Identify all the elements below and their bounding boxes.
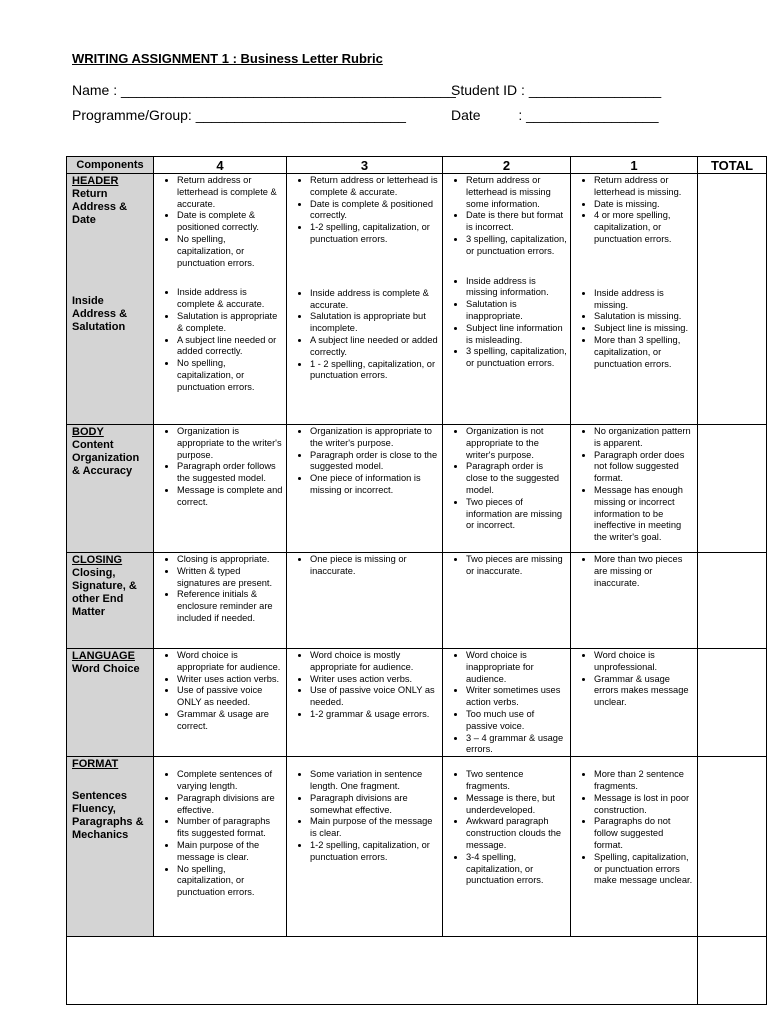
closing-score-1-cell xyxy=(571,553,698,649)
format-score-2-cell xyxy=(443,757,571,937)
header-row xyxy=(67,157,767,174)
header-sub-inside: Inside Address & Salutation xyxy=(72,295,128,333)
criterion-item: • Grammar & usage are correct. xyxy=(177,709,283,733)
criterion-item: • Paragraph divisions are effective. xyxy=(177,793,283,817)
criterion-item: • Message is complete and correct. xyxy=(177,485,283,509)
criterion-item: • 3-4 spelling, capitalization, or punctuation errors. xyxy=(466,852,567,887)
language-score-1-cell xyxy=(571,649,698,757)
language-component-cell xyxy=(67,649,154,757)
criterion-item: • No spelling, capitalization, or punctuation errors. xyxy=(177,234,283,269)
format-total-cell[interactable] xyxy=(698,757,767,937)
format-3-list xyxy=(287,769,442,863)
criterion-item: • Subject line is missing. xyxy=(594,323,694,335)
language-score-4-cell xyxy=(154,649,287,757)
format-sub: Sentences Fluency, Paragraphs & Mechanics xyxy=(72,790,144,842)
language-sub: Word Choice xyxy=(72,663,140,675)
criterion-item: • Writer uses action verbs. xyxy=(177,674,283,686)
criterion-item: • 1-2 grammar & usage errors. xyxy=(310,709,439,721)
closing-1-list xyxy=(571,553,697,589)
format-score-3-cell xyxy=(287,757,443,937)
criterion-item: • Some variation in sentence length. One fragment. xyxy=(310,769,439,793)
header-score-2-cell xyxy=(443,174,571,425)
body-score-3-cell xyxy=(287,425,443,553)
body-4-list xyxy=(154,425,286,509)
header-b-4-list xyxy=(154,287,286,393)
criterion-item: • 3 spelling, capitalization, or punctuation errors. xyxy=(466,346,567,370)
language-1-list xyxy=(571,649,697,709)
header-score-4-cell xyxy=(154,174,287,425)
criterion-item: • Paragraph order follows the suggested model. xyxy=(177,461,283,485)
criterion-item: • 4 or more spelling, capitalization, or punctuation errors. xyxy=(594,210,694,245)
criterion-item: • Message has enough missing or incorrect information to be ineffective in meeting the writer's goal. xyxy=(594,485,694,544)
criterion-item: • Salutation is inappropriate. xyxy=(466,299,567,323)
criterion-item: • Paragraph order does not follow suggested format. xyxy=(594,450,694,485)
criterion-item: • Reference initials & enclosure reminder are included if needed. xyxy=(177,589,283,624)
criterion-item: • No organization pattern is apparent. xyxy=(594,426,694,450)
criterion-item: • 1 - 2 spelling, capitalization, or punctuation errors. xyxy=(310,359,439,383)
language-score-2-cell xyxy=(443,649,571,757)
criterion-item: • Word choice is appropriate for audience. xyxy=(177,650,283,674)
criterion-item: • More than two pieces are missing or inaccurate. xyxy=(594,554,694,589)
header-section-row xyxy=(67,174,767,425)
criterion-item: • Writer sometimes uses action verbs. xyxy=(466,685,567,709)
header-section-title: HEADER xyxy=(72,175,119,187)
grand-total-row xyxy=(67,937,767,1005)
criterion-item: • Date is missing. xyxy=(594,199,694,211)
criterion-item: • Salutation is appropriate & complete. xyxy=(177,311,283,335)
criterion-item: • Grammar & usage errors makes message unclear. xyxy=(594,674,694,709)
criterion-item: • Inside address is missing information. xyxy=(466,276,567,300)
score-4-header: 4 xyxy=(154,157,287,174)
criterion-item: • Word choice is inappropriate for audience. xyxy=(466,650,567,685)
grand-total-cell[interactable] xyxy=(698,937,767,1005)
criterion-item: • One piece of information is missing or incorrect. xyxy=(310,473,439,497)
criterion-item: • Awkward paragraph construction clouds the message. xyxy=(466,816,567,851)
criterion-item: • Paragraph divisions are somewhat effective. xyxy=(310,793,439,817)
header-a-1-list xyxy=(571,174,697,246)
language-score-3-cell xyxy=(287,649,443,757)
body-2-list xyxy=(443,425,570,532)
criterion-item: • Paragraph order is close to the suggested model. xyxy=(466,461,567,496)
closing-sub: Closing, Signature, & other End Matter xyxy=(72,567,137,618)
language-3-list xyxy=(287,649,442,721)
body-score-4-cell xyxy=(154,425,287,553)
criterion-item: • Two pieces of information are missing or incorrect. xyxy=(466,497,567,532)
criterion-item: • Use of passive voice ONLY as needed. xyxy=(177,685,283,709)
closing-score-2-cell xyxy=(443,553,571,649)
criterion-item: • Written & typed signatures are present. xyxy=(177,566,283,590)
format-2-list xyxy=(443,769,570,887)
criterion-item: • One piece is missing or inaccurate. xyxy=(310,554,439,578)
grand-total-blank-cell xyxy=(67,937,698,1005)
language-total-cell[interactable] xyxy=(698,649,767,757)
programme-field-row xyxy=(72,107,406,123)
body-3-list xyxy=(287,425,442,497)
criterion-item: • Main purpose of the message is clear. xyxy=(177,840,283,864)
format-section-title: FORMAT xyxy=(72,758,119,771)
criterion-item: • Closing is appropriate. xyxy=(177,554,283,566)
header-a-2-list xyxy=(443,174,570,258)
format-4-list xyxy=(154,769,286,899)
criterion-item: • Return address or letterhead is complete & accurate. xyxy=(177,175,283,210)
format-component-cell xyxy=(67,757,154,937)
body-score-1-cell xyxy=(571,425,698,553)
format-section-row xyxy=(67,757,767,937)
criterion-item: • Paragraphs do not follow suggested format. xyxy=(594,816,694,851)
criterion-item: • Writer uses action verbs. xyxy=(310,674,439,686)
criterion-item: • No spelling, capitalization, or punctuation errors. xyxy=(177,358,283,393)
criterion-item: • Return address or letterhead is missing. xyxy=(594,175,694,199)
body-component-cell xyxy=(67,425,154,553)
criterion-item: • Date is complete & positioned correctly. xyxy=(310,199,439,223)
body-section-title: BODY xyxy=(72,426,104,438)
total-header: TOTAL xyxy=(698,157,767,174)
header-b-1-list xyxy=(571,288,697,371)
criterion-item: • Main purpose of the message is clear. xyxy=(310,816,439,840)
criterion-item: • Return address or letterhead is complete & accurate. xyxy=(310,175,439,199)
closing-section-row xyxy=(67,553,767,649)
body-1-list xyxy=(571,425,697,544)
criterion-item: • More than 2 sentence fragments. xyxy=(594,769,694,793)
criterion-item: • Organization is appropriate to the writer's purpose. xyxy=(177,426,283,461)
name-label: Name : xyxy=(72,82,118,98)
criterion-item: • Message is lost in poor construction. xyxy=(594,793,694,817)
closing-2-list xyxy=(443,553,570,578)
criterion-item: • Spelling, capitalization, or punctuation errors make message unclear. xyxy=(594,852,694,887)
name-field-row xyxy=(72,82,456,98)
score-3-header: 3 xyxy=(287,157,443,174)
criterion-item: • 1-2 spelling, capitalization, or punctuation errors. xyxy=(310,840,439,864)
document-title: WRITING ASSIGNMENT 1 : Business Letter Rubric xyxy=(72,51,383,66)
header-total-cell[interactable] xyxy=(698,174,767,425)
criterion-item: • Message is there, but underdeveloped. xyxy=(466,793,567,817)
criterion-item: • 3 – 4 grammar & usage errors. xyxy=(466,733,567,757)
criterion-item: • Complete sentences of varying length. xyxy=(177,769,283,793)
header-component-cell xyxy=(67,174,154,425)
programme-label: Programme/Group: xyxy=(72,107,192,123)
criterion-item: • Date is there but format is incorrect. xyxy=(466,210,567,234)
header-sub-return: Return Address & Date xyxy=(72,188,128,226)
name-line: ___________________________________________ xyxy=(121,82,456,98)
criterion-item: • Subject line information is misleading. xyxy=(466,323,567,347)
criterion-item: • Word choice is unprofessional. xyxy=(594,650,694,674)
closing-total-cell[interactable] xyxy=(698,553,767,649)
criterion-item: • Two pieces are missing or inaccurate. xyxy=(466,554,567,578)
format-score-1-cell xyxy=(571,757,698,937)
header-a-4-list xyxy=(154,174,286,269)
rubric-table xyxy=(66,156,767,1005)
date-line: : _________________ xyxy=(518,107,659,123)
criterion-item: • Inside address is complete & accurate. xyxy=(310,288,439,312)
criterion-item: • Salutation is missing. xyxy=(594,311,694,323)
criterion-item: • A subject line needed or added correctly. xyxy=(177,335,283,359)
student-id-label: Student ID : xyxy=(451,82,525,98)
language-4-list xyxy=(154,649,286,733)
criterion-item: • Inside address is missing. xyxy=(594,288,694,312)
header-b-2-list xyxy=(443,276,570,370)
language-section-row xyxy=(67,649,767,757)
closing-section-title: CLOSING xyxy=(72,554,123,566)
criterion-item: • Number of paragraphs fits suggested format. xyxy=(177,816,283,840)
criterion-item: • Inside address is complete & accurate. xyxy=(177,287,283,311)
components-header: Components xyxy=(67,157,154,174)
format-1-list xyxy=(571,769,697,887)
closing-3-list xyxy=(287,553,442,578)
score-2-header: 2 xyxy=(443,157,571,174)
criterion-item: • Use of passive voice ONLY as needed. xyxy=(310,685,439,709)
criterion-item: • 1-2 spelling, capitalization, or punctuation errors. xyxy=(310,222,439,246)
body-section-row xyxy=(67,425,767,553)
criterion-item: • No spelling, capitalization, or punctuation errors. xyxy=(177,864,283,899)
body-score-2-cell xyxy=(443,425,571,553)
language-2-list xyxy=(443,649,570,756)
criterion-item: • 3 spelling, capitalization, or punctuation errors. xyxy=(466,234,567,258)
closing-score-3-cell xyxy=(287,553,443,649)
header-b-3-list xyxy=(287,288,442,382)
criterion-item: • Salutation is appropriate but incomplete. xyxy=(310,311,439,335)
score-1-header: 1 xyxy=(571,157,698,174)
criterion-item: • Too much use of passive voice. xyxy=(466,709,567,733)
header-a-3-list xyxy=(287,174,442,246)
criterion-item: • A subject line needed or added correctly. xyxy=(310,335,439,359)
criterion-item: • Paragraph order is close to the suggested model. xyxy=(310,450,439,474)
header-score-1-cell xyxy=(571,174,698,425)
criterion-item: • More than 3 spelling, capitalization, or punctuation errors. xyxy=(594,335,694,370)
criterion-item: • Word choice is mostly appropriate for audience. xyxy=(310,650,439,674)
criterion-item: • Date is complete & positioned correctly. xyxy=(177,210,283,234)
body-sub: Content Organization & Accuracy xyxy=(72,439,140,477)
date-label: Date xyxy=(451,107,481,123)
header-score-3-cell xyxy=(287,174,443,425)
criterion-item: • Organization is not appropriate to the writer's purpose. xyxy=(466,426,567,461)
date-field-row xyxy=(451,107,659,123)
format-score-4-cell xyxy=(154,757,287,937)
student-id-line: _________________ xyxy=(528,82,662,98)
programme-line: ___________________________ xyxy=(195,107,406,123)
criterion-item: • Return address or letterhead is missing some information. xyxy=(466,175,567,210)
criterion-item: • Two sentence fragments. xyxy=(466,769,567,793)
body-total-cell[interactable] xyxy=(698,425,767,553)
closing-component-cell xyxy=(67,553,154,649)
language-section-title: LANGUAGE xyxy=(72,650,135,662)
criterion-item: • Organization is appropriate to the writer's purpose. xyxy=(310,426,439,450)
closing-score-4-cell xyxy=(154,553,287,649)
closing-4-list xyxy=(154,553,286,625)
student-id-field-row xyxy=(451,82,661,98)
